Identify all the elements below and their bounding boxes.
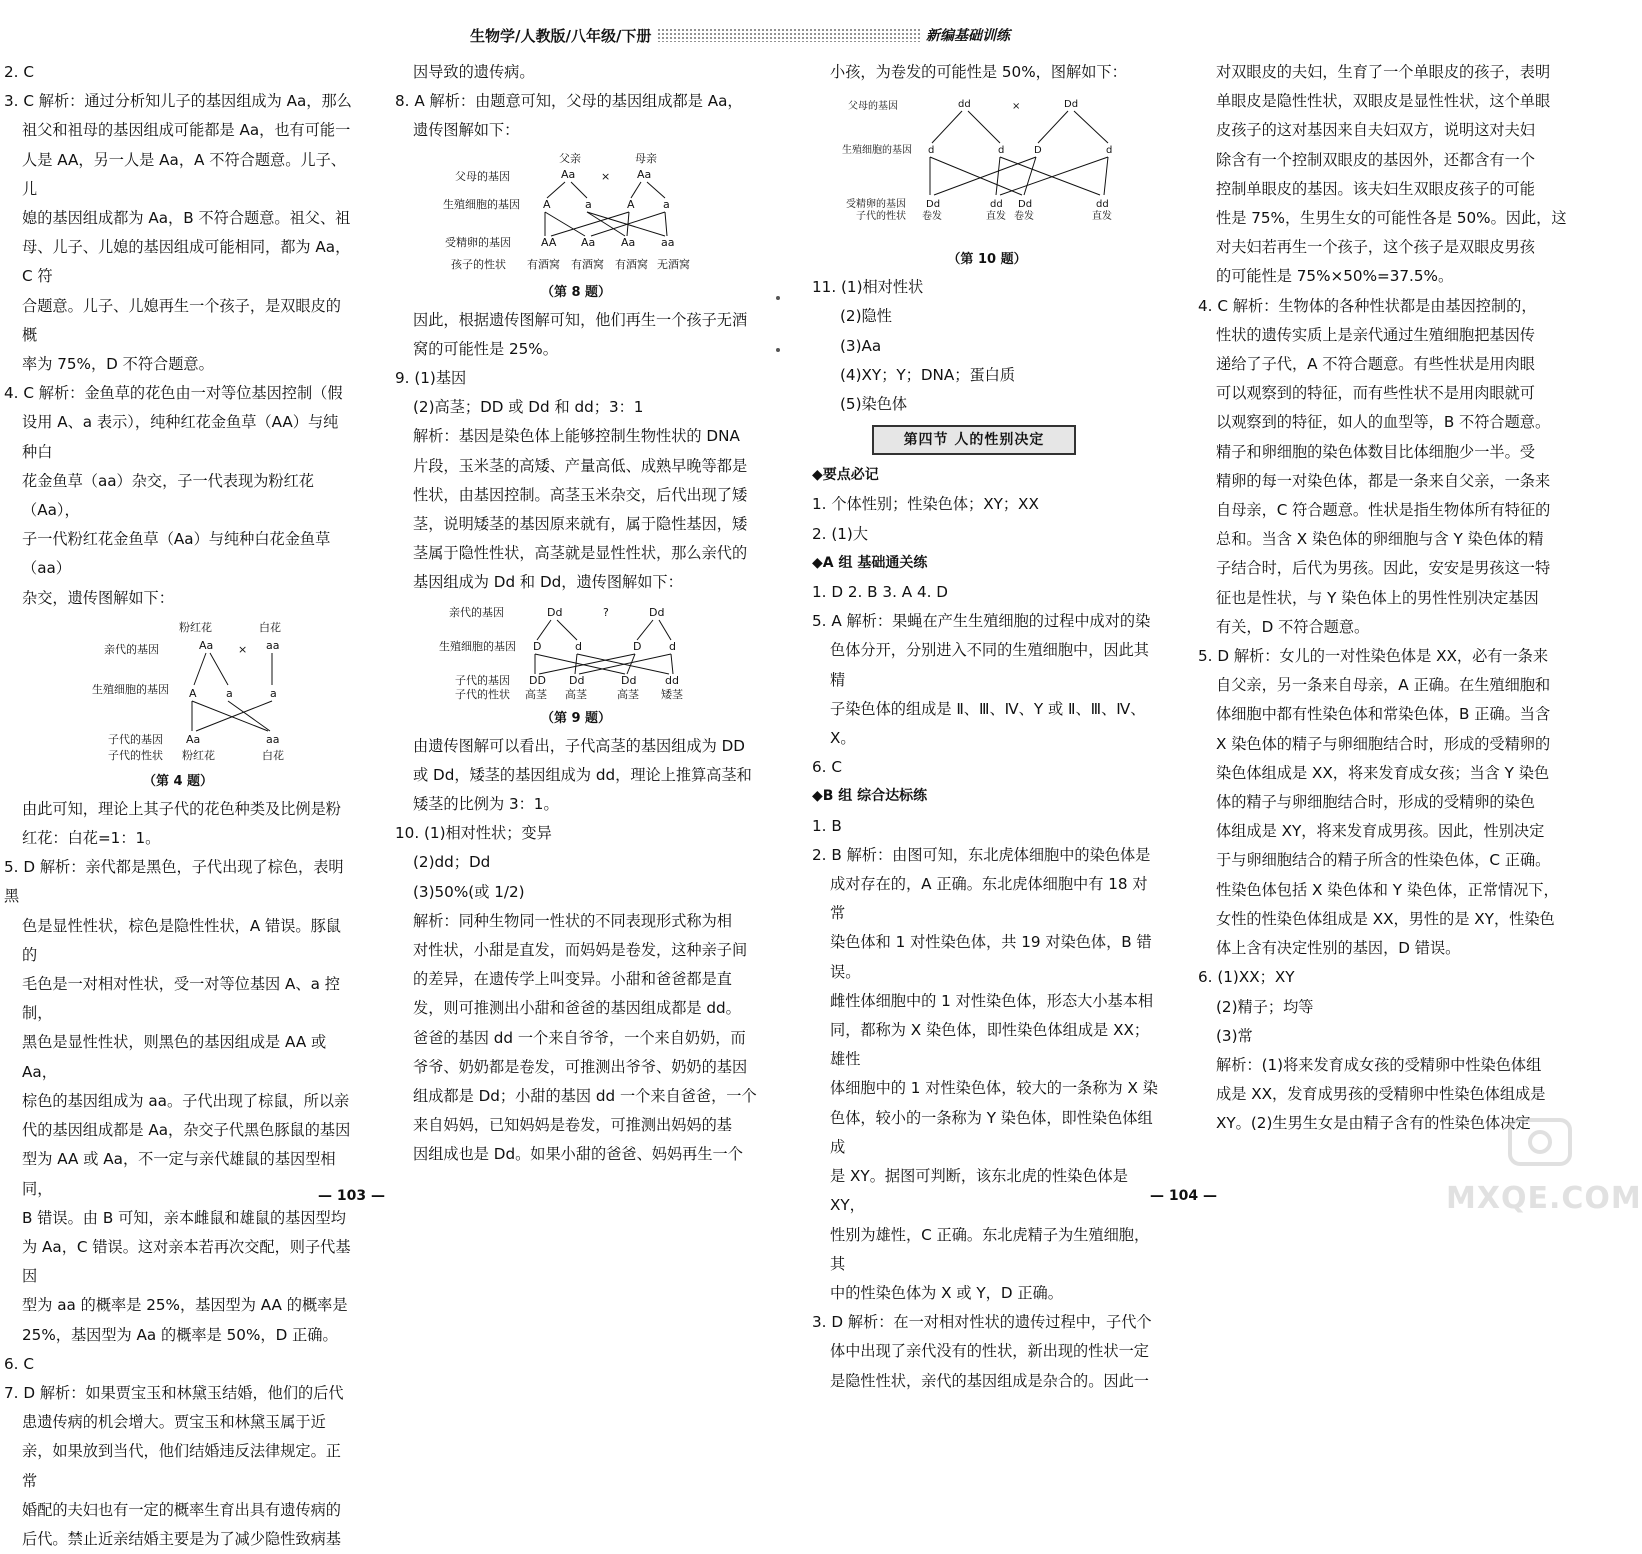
- diagram-q9: [395, 602, 757, 708]
- text-line: 子结合时，后代为男孩。因此，安安是男孩这一特: [1216, 559, 1551, 578]
- text-line: 棕色的基因组成为 aa。子代出现了棕鼠，所以亲: [22, 1091, 350, 1110]
- group-b-answer-2: [812, 841, 1162, 1308]
- fig9-label: 子代的基因: [455, 673, 510, 687]
- fig8-label: A: [627, 197, 635, 211]
- fig9-label: d: [669, 639, 676, 653]
- text-line: 茎，说明矮茎的基因原来就有，属于隐性基因，矮: [413, 515, 748, 534]
- text-line: 体细胞中的 1 对性染色体，较大的一条称为 X 染: [830, 1079, 1158, 1098]
- fig10-label: 直发: [986, 211, 1006, 223]
- fig9-label: 高茎: [525, 687, 547, 701]
- text-line: 自母亲，C 符合题意。性状是指生物体所有特征的: [1216, 501, 1551, 520]
- text-line: 由遗传图解可以看出，子代高茎的基因组成为 DD: [413, 736, 745, 755]
- text-line: 来自妈妈，已知妈妈是卷发，可推测出妈妈的基: [413, 1116, 732, 1135]
- text-line: 单眼皮是隐性性状，双眼皮是显性性状，这个单眼: [1216, 92, 1551, 111]
- text-line: 以观察到的特征，如人的血型等，B 不符合题意。: [1216, 413, 1551, 432]
- answer-9-2: (2)高茎；DD 或 Dd 和 dd；3：1: [413, 398, 644, 417]
- text-line: 3. D 解析：在一对相对性状的遗传过程中，子代个: [812, 1313, 1152, 1332]
- figure-q8: [395, 150, 757, 304]
- text-line: 染色体和 1 对性染色体，共 19 对染色体，B 错误。: [830, 933, 1152, 981]
- watermark-text: MXQE.COM: [1446, 1181, 1642, 1216]
- fig4-label: 生殖细胞的基因: [92, 682, 169, 696]
- diagram-q8: [395, 150, 757, 282]
- fig9-label: Dd: [649, 605, 665, 619]
- fig10-label: Dd: [1064, 99, 1079, 111]
- text-line: 同，都称为 X 染色体，即性染色体组成是 XX；雄性: [830, 1021, 1150, 1069]
- fig10-label: 卷发: [1014, 211, 1034, 223]
- text-line: 子一代粉红花金鱼草（Aa）与纯种白花金鱼草（aa）: [22, 530, 331, 578]
- answer-2: 2. C: [4, 63, 34, 81]
- scan-dot: [776, 296, 780, 300]
- text-line: 组成都是 Dd；小甜的基因 dd 一个来自爸爸，一个: [413, 1087, 757, 1106]
- key-point-2: 2. (1)大: [812, 524, 869, 543]
- fig10-label: Dd: [1018, 199, 1033, 211]
- group-b-answer-6-1: 6. (1)XX；XY: [1198, 968, 1295, 987]
- fig8-label: 受精卵的基因: [445, 235, 511, 249]
- fig4-label: ×: [238, 642, 248, 656]
- text-line: 解析：(1)将来发育成女孩的受精卵中性染色体组: [1216, 1055, 1542, 1074]
- text-line: 征也是性状，与 Y 染色体上的男性性别决定基因: [1216, 588, 1539, 607]
- fig4-label: a: [226, 686, 233, 700]
- fig8-label: A: [543, 197, 551, 211]
- text-line: 型为 aa 的概率是 25%，基因型为 AA 的概率是: [22, 1296, 348, 1315]
- fig9-label: Dd: [569, 673, 585, 687]
- text-line: 2. B 解析：由图可知，东北虎体细胞中的染色体是: [812, 845, 1151, 864]
- fig8-label: 无酒窝: [657, 257, 690, 271]
- text-line: 性染色体包括 X 染色体和 Y 染色体，正常情况下，: [1216, 880, 1559, 899]
- text-line: 窝的可能性是 25%。: [413, 339, 558, 358]
- answer-7: [4, 1379, 352, 1554]
- figure-caption: （第 8 题）: [540, 284, 612, 300]
- fig10-label: 子代的性状: [856, 211, 906, 223]
- group-a-answer-6: 6. C: [812, 758, 842, 777]
- answer-10-3: (3)50%(或 1/2): [413, 882, 525, 901]
- text-line: 杂交，遗传图解如下：: [22, 588, 174, 607]
- fig4-label: a: [270, 686, 277, 700]
- column-1: [4, 58, 352, 1554]
- answer-11-4: (4)XY；Y；DNA；蛋白质: [840, 365, 1016, 384]
- text-line: B 错误。由 B 可知，亲本雌鼠和雄鼠的基因型均: [22, 1208, 346, 1227]
- text-line: 有关，D 不符合题意。: [1216, 617, 1370, 636]
- text-line: 媳的基因组成都为 Aa，B 不符合题意。祖父、祖: [22, 209, 351, 228]
- text-line: 是隐性性状，亲代的基因组成是杂合的。因此一: [830, 1371, 1149, 1390]
- watermark: [1440, 1112, 1642, 1222]
- fig4-label: A: [189, 686, 197, 700]
- fig9-label: 亲代的基因: [449, 605, 504, 619]
- group-b-heading: ◆B 组 综合达标练: [812, 788, 928, 805]
- text-line: 率为 75%，D 不符合题意。: [22, 355, 214, 374]
- text-line: 色体分开，分别进入不同的生殖细胞中，因此其精: [830, 641, 1149, 689]
- text-line: 对双眼皮的夫妇，生育了一个单眼皮的孩子，表明: [1216, 63, 1551, 81]
- column-4: [1198, 58, 1570, 1139]
- scan-dot: [776, 348, 780, 352]
- text-line: 小孩，为卷发的可能性是 50%，图解如下：: [830, 63, 1127, 81]
- figure-caption: （第 10 题）: [947, 252, 1027, 268]
- fig8-label: Aa: [621, 235, 636, 249]
- group-b-answer-5: [1198, 642, 1570, 963]
- book-title: 生物学/人教版/八年级/下册: [470, 26, 652, 45]
- answer-11-5: (5)染色体: [840, 395, 908, 414]
- text-line: 5. D 解析：亲代都是黑色，子代出现了棕色，表明黑: [4, 858, 344, 906]
- fig8-label: 有酒窝: [615, 257, 648, 271]
- text-line: 花金鱼草（aa）杂交，子一代表现为粉红花（Aa），: [22, 471, 314, 520]
- text-line: 为 Aa，C 错误。这对亲本若再次交配，则子代基因: [22, 1237, 351, 1286]
- text-line: 发，则可推测出小甜和爸爸的基因组成都是 dd。: [413, 999, 741, 1018]
- page-number-left: — 103 —: [318, 1188, 385, 1204]
- fig8-label: a: [663, 197, 670, 211]
- text-line: 7. D 解析：如果贾宝玉和林黛玉结婚，他们的后代: [4, 1383, 344, 1402]
- text-line: 是 XY。据图可判断，该东北虎的性染色体是 XY，: [830, 1167, 1128, 1215]
- fig8-label: ×: [601, 169, 611, 183]
- answer-10-2: (2)dd；Dd: [413, 853, 491, 872]
- text-line: 成对存在的，A 正确。东北虎体细胞中有 18 对常: [830, 875, 1148, 923]
- text-line: 染色体组成是 XX，将来发育成女孩；当含 Y 染色: [1216, 763, 1550, 782]
- text-line: 总和。当含 X 染色体的卵细胞与含 Y 染色体的精: [1216, 530, 1544, 549]
- fig9-label: Dd: [547, 605, 563, 619]
- answer-6: 6. C: [4, 1354, 34, 1373]
- figure-caption: （第 9 题）: [540, 710, 612, 726]
- figure-caption: （第 4 题）: [142, 773, 214, 789]
- fig9-label: 高茎: [617, 687, 639, 701]
- fig9-label: 生殖细胞的基因: [439, 639, 516, 653]
- text-line: 矮茎的比例为 3：1。: [413, 795, 559, 814]
- text-line: 基因组成为 Dd 和 Dd，遗传图解如下：: [413, 573, 683, 592]
- fig9-label: DD: [529, 673, 546, 687]
- text-line: 茎属于隐性性状，高茎就是显性性状，那么亲代的: [413, 544, 748, 563]
- fig10-label: 直发: [1092, 211, 1112, 223]
- text-line: 爸爸的基因 dd 一个来自爷爷，一个来自奶奶，而: [413, 1028, 746, 1047]
- fig4-label: 亲代的基因: [104, 642, 159, 656]
- text-line: 的可能性是 75%×50%=37.5%。: [1216, 267, 1454, 286]
- fig9-label: 高茎: [565, 687, 587, 701]
- text-line: 于与卵细胞结合的精子所含的性染色体，C 正确。: [1216, 851, 1551, 870]
- diagram-q10: [812, 91, 1162, 249]
- text-line: 型为 AA 或 Aa，不一定与亲代雄鼠的基因型相同，: [22, 1150, 336, 1198]
- fig10-arrows: [930, 111, 1108, 195]
- fig8-label: AA: [541, 235, 557, 249]
- text-line: 爷爷、奶奶都是卷发，可推测出爷爷、奶奶的基因: [413, 1057, 748, 1076]
- fig9-label: dd: [665, 673, 679, 687]
- fig8-label: 有酒窝: [571, 257, 604, 271]
- group-b-answer-6-2: (2)精子；均等: [1216, 997, 1314, 1016]
- fig10-label: ×: [1012, 101, 1021, 113]
- text-line: 的差异，在遗传学上叫变异。小甜和爸爸都是直: [413, 970, 732, 989]
- text-line: 中的性染色体为 X 或 Y，D 正确。: [830, 1283, 1063, 1302]
- text-line: 因此，根据遗传图解可知，他们再生一个孩子无酒: [413, 310, 748, 329]
- fig10-label: dd: [1096, 199, 1109, 211]
- fig8-label: 母亲: [635, 151, 657, 165]
- fig8-label: a: [585, 197, 592, 211]
- text-line: 25%，基因型为 Aa 的概率是 50%，D 正确。: [22, 1325, 338, 1344]
- fig4-label: Aa: [186, 732, 201, 746]
- text-line: 因组成也是 Dd。如果小甜的爸爸、妈妈再生一个: [413, 1145, 743, 1164]
- watermark-logo-icon: [1440, 1112, 1600, 1182]
- text-line: 性状的遗传实质上是亲代通过生殖细胞把基因传: [1216, 325, 1535, 344]
- fig8-label: 有酒窝: [527, 257, 560, 271]
- text-line: 体上含有决定性别的基因，D 错误。: [1216, 939, 1461, 958]
- fig9-label: 矮茎: [661, 687, 683, 701]
- group-a-heading: ◆A 组 基础通关练: [812, 554, 928, 571]
- text-line: 遗传图解如下：: [413, 121, 520, 140]
- text-line: 控制单眼皮的基因。该夫妇生双眼皮孩子的可能: [1216, 179, 1535, 198]
- answer-11-2: (2)隐性: [840, 307, 892, 326]
- text-line: 8. A 解析：由题意可知，父母的基因组成都是 Aa，: [395, 92, 743, 111]
- fig10-label: d: [928, 145, 935, 157]
- answer-10-1: 10. (1)相对性状；变异: [395, 824, 552, 843]
- fig4-label: Aa: [199, 638, 214, 652]
- text-line: 3. C 解析：通过分析知儿子的基因组成为 Aa，那么: [4, 92, 352, 111]
- fig10-label: d: [1106, 145, 1113, 157]
- text-line: 后代。禁止近亲结婚主要是为了减少隐性致病基: [22, 1529, 341, 1548]
- text-line: 体组成是 XY，将来发育成男孩。因此，性别决定: [1216, 822, 1545, 841]
- group-b-answer-3-cont: [1198, 58, 1570, 292]
- text-line: 色是显性性状，棕色是隐性性状，A 错误。豚鼠的: [22, 916, 341, 964]
- fig10-label: D: [1034, 145, 1042, 157]
- text-line: 亲，如果放到当代，他们结婚违反法律规定。正常: [22, 1442, 341, 1490]
- answer-9-1: 9. (1)基因: [395, 369, 467, 388]
- text-line: 母、儿子、儿媳的基因组成可能相同，都为 Aa，C 符: [22, 238, 351, 286]
- text-line: 患遗传病的机会增大。贾宝玉和林黛玉属于近: [22, 1413, 326, 1432]
- text-line: 对性状，小甜是直发，而妈妈是卷发，这种亲子间: [413, 941, 748, 960]
- text-line: 祖父和祖母的基因组成可能都是 Aa，也有可能一: [22, 121, 351, 140]
- figure-q9: [395, 602, 757, 730]
- fig10-label: Dd: [926, 199, 941, 211]
- fig8-label: 父亲: [559, 151, 581, 165]
- text-line: 性状，由基因控制。高茎玉米杂交，后代出现了矮: [413, 485, 748, 504]
- fig10-label: 受精卵的基因: [846, 199, 906, 211]
- text-line: 子染色体的组成是 Ⅱ、Ⅲ、Ⅳ、Y 或 Ⅱ、Ⅲ、Ⅳ、X。: [830, 699, 1146, 748]
- text-line: 或 Dd，矮茎的基因组成为 dd，理论上推算高茎和: [413, 765, 752, 784]
- fig8-label: 生殖细胞的基因: [443, 197, 520, 211]
- text-line: 对夫妇若再生一个孩子，这个孩子是双眼皮男孩: [1216, 238, 1535, 257]
- fig4-label: aa: [266, 732, 280, 746]
- analysis-9: [395, 422, 757, 597]
- fig8-label: Aa: [561, 167, 576, 181]
- text-line: XY。(2)生男生女是由精子含有的性染色体决定: [1216, 1114, 1531, 1133]
- answer-4: [4, 379, 352, 613]
- text-line: 5. D 解析：女儿的一对性染色体是 XX，必有一条来: [1198, 647, 1549, 666]
- fig9-label: Dd: [621, 673, 637, 687]
- text-line: 精卵的每一对染色体，都是一条来自父亲，一条来: [1216, 471, 1551, 490]
- text-line: 精子和卵细胞的染色体数目比体细胞少一半。受: [1216, 442, 1535, 461]
- text-line: 体中出现了亲代没有的性状，新出现的性状一定: [830, 1342, 1149, 1361]
- text-line: 婚配的夫妇也有一定的概率生育出具有遗传病的: [22, 1500, 341, 1519]
- text-line: 解析：基因是染色体上能够控制生物性状的 DNA: [413, 427, 740, 446]
- text-line: 除含有一个控制双眼皮的基因外，还都含有一个: [1216, 150, 1535, 169]
- group-a-answer-5: [812, 607, 1162, 753]
- fig9-label: 子代的性状: [455, 687, 510, 701]
- text-line: 4. C 解析：金鱼草的花色由一对等位基因控制（假: [4, 384, 343, 403]
- group-b-answer-3: [812, 1308, 1162, 1396]
- text-line: 体细胞中都有性染色体和常染色体，B 正确。当含: [1216, 705, 1551, 724]
- fig4-label: 粉红花: [182, 748, 215, 762]
- key-points-heading: ◆要点必记: [812, 467, 879, 484]
- figure-q4: [4, 617, 352, 793]
- fig10-label: 父母的基因: [848, 101, 898, 113]
- fig4-label: 粉红花: [179, 620, 212, 634]
- diagram-q4: [4, 617, 352, 771]
- text-line: 成是 XX，发育成男孩的受精卵中性染色体组成是: [1216, 1085, 1546, 1104]
- fig10-label: d: [998, 145, 1005, 157]
- text-line: 红花：白花=1：1。: [22, 829, 161, 848]
- text-line: 女性的性染色体组成是 XX，男性的是 XY，性染色: [1216, 909, 1555, 928]
- text-line: 黑色是显性性状，则黑色的基因组成是 AA 或 Aa，: [22, 1033, 327, 1081]
- fig9-label: d: [575, 639, 582, 653]
- fig4-label: aa: [266, 638, 280, 652]
- text-line: 设用 A、a 表示），纯种红花金鱼草（AA）与纯种白: [22, 413, 339, 461]
- fig9-label: ?: [603, 605, 609, 619]
- fig8-label: 父母的基因: [455, 169, 510, 183]
- text-line: 合题意。儿子、儿媳再生一个孩子，是双眼皮的概: [22, 296, 341, 344]
- text-line: 体的精子与卵细胞结合时，形成的受精卵的染色: [1216, 793, 1535, 812]
- text-line: 皮孩子的这对基因来自夫妇双方，说明这对夫妇: [1216, 121, 1535, 140]
- fig8-arrows: [545, 182, 667, 236]
- text-line: 4. C 解析：生物体的各种性状都是由基因控制的，: [1198, 296, 1537, 315]
- fig8-label: 孩子的性状: [451, 257, 506, 271]
- text-line: 因导致的遗传病。: [413, 63, 535, 81]
- fig8-label: Aa: [637, 167, 652, 181]
- section-title: 第四节 人的性别决定: [872, 425, 1076, 455]
- header-dot-rule: [657, 28, 920, 42]
- fig8-label: aa: [661, 235, 675, 249]
- fig9-arrows: [535, 620, 673, 674]
- text-line: 毛色是一对相对性状，受一对等位基因 A、a 控制，: [22, 975, 340, 1023]
- text-line: 性别为雄性，C 正确。东北虎精子为生殖细胞，其: [830, 1225, 1150, 1273]
- fig8-label: Aa: [581, 235, 596, 249]
- running-header: [470, 22, 1010, 48]
- fig4-label: 白花: [259, 620, 281, 634]
- text-line: 性是 75%，生男生女的可能性各是 50%。因此，这: [1216, 209, 1567, 228]
- fig10-label: dd: [990, 199, 1003, 211]
- column-3: [812, 58, 1162, 1396]
- page-number-right: — 104 —: [1150, 1188, 1217, 1204]
- text-line: 由此可知，理论上其子代的花色种类及比例是粉: [22, 799, 341, 818]
- key-point-1: 1. 个体性别；性染色体；XY；XX: [812, 495, 1039, 514]
- group-b-answer-1: 1. B: [812, 816, 842, 835]
- text-line: 解析：同种生物同一性状的不同表现形式称为相: [413, 911, 732, 930]
- answer-11-1: 11. (1)相对性状: [812, 278, 924, 297]
- figure-q10: [812, 91, 1162, 271]
- answer-5: [4, 853, 352, 1349]
- fig9-label: D: [533, 639, 542, 653]
- fig10-label: 卷发: [922, 211, 942, 223]
- text-line: 人是 AA，另一人是 Aa，A 不符合题意。儿子、儿: [22, 150, 346, 198]
- text-line: 雌性体细胞中的 1 对性染色体，形态大小基本相: [830, 991, 1154, 1010]
- group-b-answer-4: [1198, 292, 1570, 642]
- text-line: 可以观察到的特征，而有些性状不是用肉眼就可: [1216, 384, 1535, 403]
- text-line: 自父亲，另一条来自母亲，A 正确。在生殖细胞和: [1216, 676, 1551, 695]
- text-line: 色体，较小的一条称为 Y 染色体，即性染色体组成: [830, 1108, 1153, 1156]
- answer-3: [4, 87, 352, 379]
- text-line: 代的基因组成都是 Aa，杂交子代黑色豚鼠的基因: [22, 1121, 351, 1140]
- text-line: 片段，玉米茎的高矮、产量高低、成熟早晚等都是: [413, 456, 748, 475]
- group-a-answers: 1. D 2. B 3. A 4. D: [812, 583, 948, 602]
- text-line: 5. A 解析：果蝇在产生生殖细胞的过程中成对的染: [812, 612, 1151, 631]
- fig9-label: D: [633, 639, 642, 653]
- analysis-10: [395, 907, 757, 1170]
- fig10-label: 生殖细胞的基因: [842, 145, 912, 157]
- text-line: X 染色体的精子与卵细胞结合时，形成的受精卵的: [1216, 734, 1551, 753]
- answer-11-3: (3)Aa: [840, 336, 882, 355]
- fig4-label: 白花: [262, 748, 284, 762]
- fig4-label: 子代的基因: [108, 732, 163, 746]
- column-2: [395, 58, 757, 1170]
- answer-8: [395, 87, 757, 145]
- text-line: 递给了子代，A 不符合题意。有些性状是用肉眼: [1216, 355, 1535, 374]
- group-b-answer-6-3: (3)常: [1216, 1026, 1253, 1045]
- series-name: 新编基础训练: [926, 28, 1010, 44]
- fig10-label: dd: [958, 99, 971, 111]
- fig4-label: 子代的性状: [108, 748, 163, 762]
